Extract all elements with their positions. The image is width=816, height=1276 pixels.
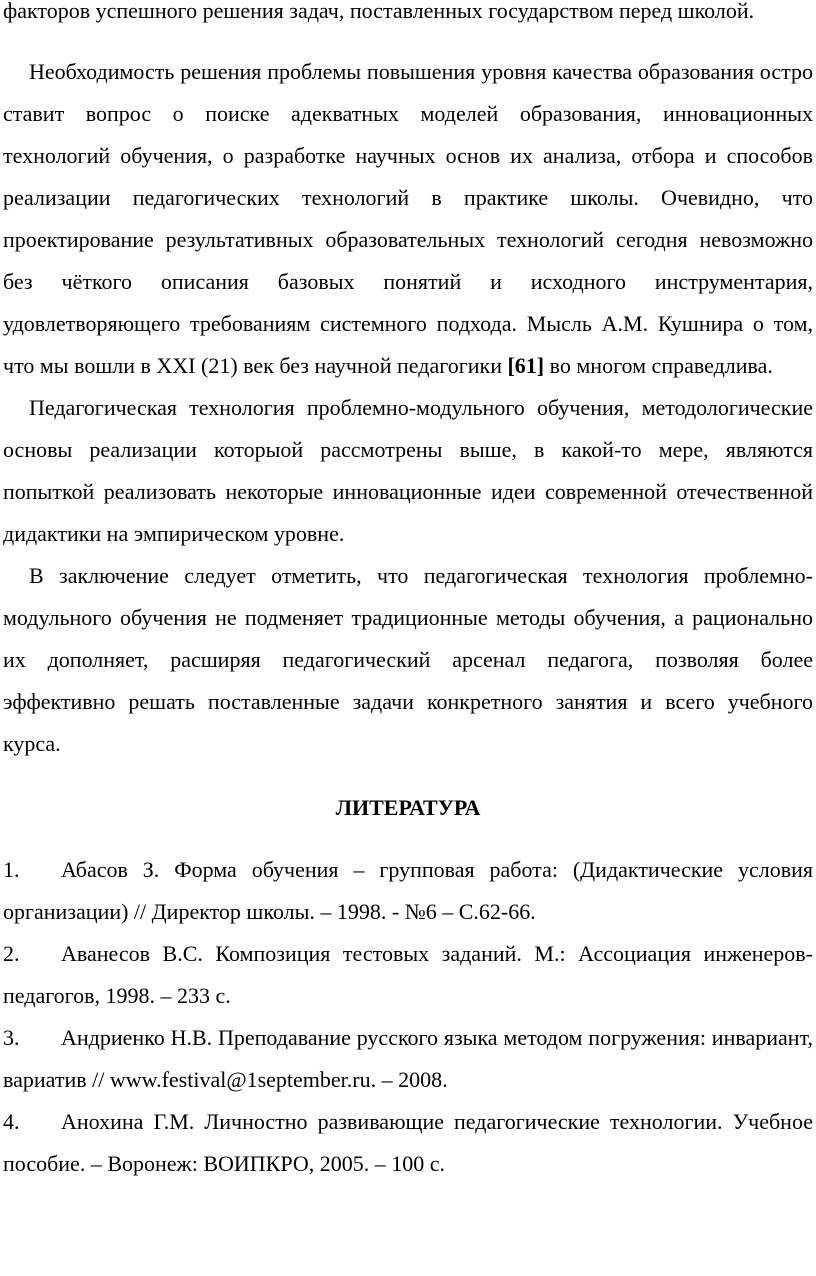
paragraph-quality-education: [3, 51, 813, 387]
document-page: [3, 0, 813, 1185]
paragraph-conclusion: В заключение следует отметить, что педагогическая технология проблемно-модульного обучения не подменяет традиционные методы обучения, а рационально их дополняет, расширяя педагогический арсенал педагога, позволяя более эффективно решать поставленные задачи конкретного занятия и всего учебного курса.: [3, 563, 813, 756]
reference-number: 1.: [3, 857, 20, 882]
paragraph-text-end: во многом справедлива.: [544, 353, 773, 378]
paragraph-text: Необходимость решения проблемы повышения уровня качества образования остро ставит вопрос о поиске адекватных моделей образования, инновационных технологий обучения, о разработке научных основ их анализа, отбора и способов реализации педагогических технологий в практике школы. Очевидно, что проектирование результативных образовательных технологий сегодня невозможно без чёткого описания базовых понятий и исходного инструментария, удовлетворяющего требованиям системного подхода. Мысль А.М. Кушнира о том, что мы вошли в XXI (21) век без научной педагогики: [3, 59, 813, 378]
citation-reference: [61]: [507, 353, 545, 378]
paragraph-pedagogical-technology: Педагогическая технология проблемно-модульного обучения, методологические основы реализации которыой рассмотрены выше, в какой-то мере, являются попыткой реализовать некоторые инновационные идеи современной отечественной дидактики на эмпирическом уровне.: [3, 395, 813, 546]
references-heading: ЛИТЕРАТУРА: [335, 795, 481, 820]
reference-text: Абасов З. Форма обучения – групповая работа: (Дидактические условия организации) // Директор школы. – 1998. - №6 – С.62-66.: [3, 857, 813, 924]
reference-text: Андриенко Н.В. Преподавание русского языка методом погружения: инвариант, вариатив // www.festival@1september.ru. – 2008.: [3, 1025, 813, 1092]
reference-item: [3, 1017, 813, 1101]
reference-item: [3, 849, 813, 933]
reference-text: Аванесов В.С. Композиция тестовых заданий. М.: Ассоциация инженеров-педагогов, 1998. – 233 с.: [3, 941, 813, 1008]
reference-item: [3, 1101, 813, 1185]
reference-number: 3.: [3, 1025, 20, 1050]
reference-number: 4.: [3, 1109, 20, 1134]
reference-text: Анохина Г.М. Личностно развивающие педагогические технологии. Учебное пособие. – Воронеж: ВОИПКРО, 2005. – 100 с.: [3, 1109, 813, 1176]
paragraph-continuation: факторов успешного решения задач, поставленных государством перед школой.: [3, 0, 755, 23]
references-list: [3, 849, 813, 1185]
reference-number: 2.: [3, 941, 20, 966]
reference-item: [3, 933, 813, 1017]
